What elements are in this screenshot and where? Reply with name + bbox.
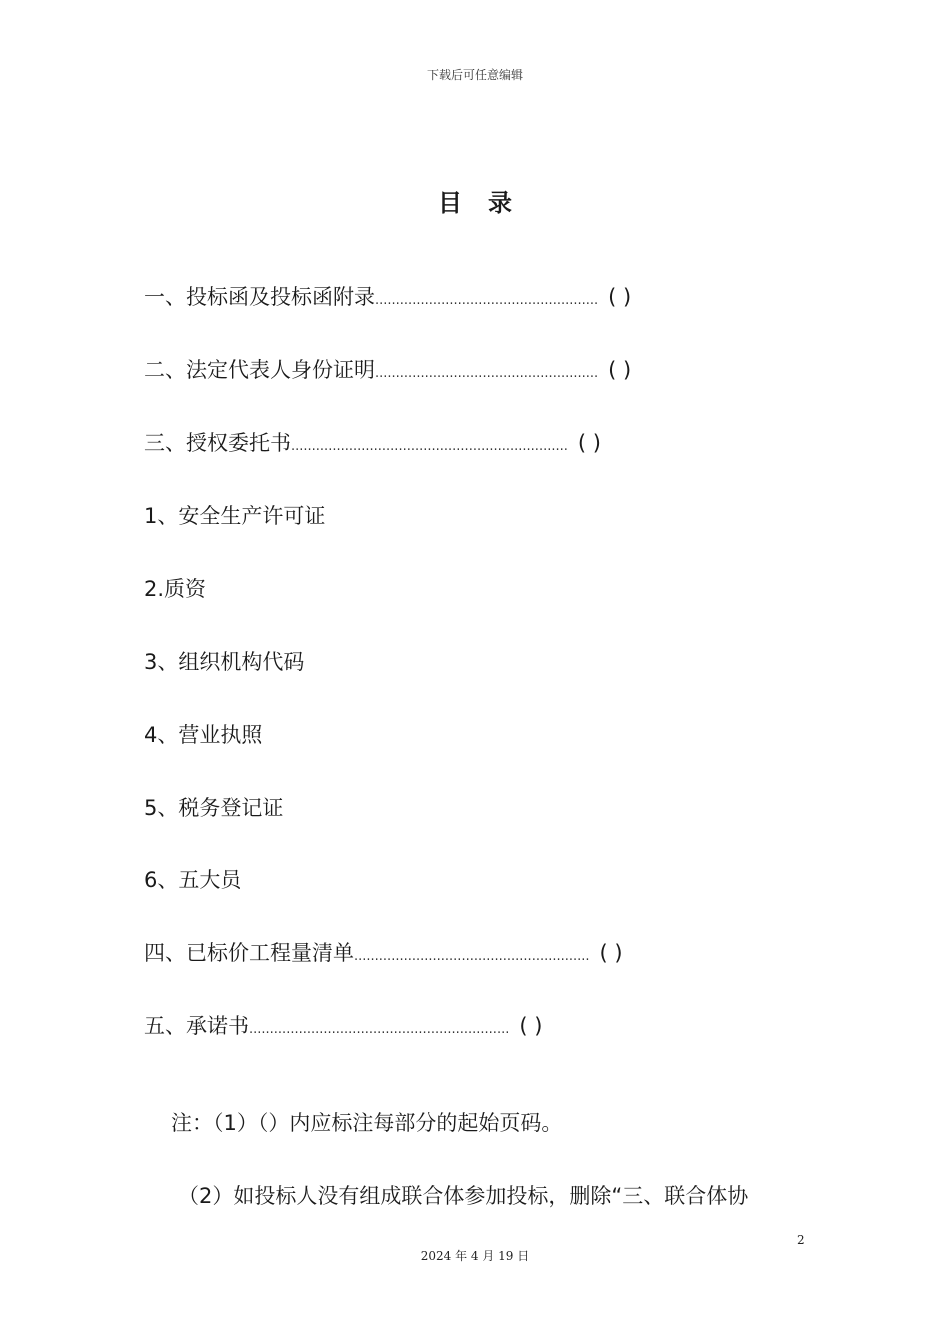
toc-entry-label: 四、已标价工程量清单 (144, 941, 354, 965)
toc-entry (144, 283, 631, 315)
toc-page-ref: ( ) (519, 1014, 543, 1038)
toc-entry (144, 356, 631, 388)
toc-entry (144, 429, 601, 461)
toc-entry-label: 5、税务登记证 (144, 796, 284, 820)
toc-subentry (144, 502, 325, 530)
note-paragraph: （2）如投标人没有组成联合体参加投标，删除“三、联合体协 (178, 1184, 749, 1208)
header-note: 下载后可任意编辑 (426, 68, 523, 82)
toc-entry (144, 1012, 542, 1044)
toc-entry (144, 939, 623, 971)
page-number: 2 (797, 1233, 805, 1247)
toc-entry-label: 一、投标函及投标函附录 (144, 285, 375, 309)
toc-subentry (144, 575, 206, 603)
toc-subentry (144, 721, 262, 749)
toc-subentry (144, 866, 241, 894)
toc-page-ref: ( ) (608, 358, 632, 382)
toc-page-ref: ( ) (577, 431, 601, 455)
toc-subentry (144, 794, 283, 822)
toc-entry-label: 五、承诺书 (144, 1014, 249, 1038)
toc-entry-label: 4、营业执照 (144, 723, 263, 747)
toc-entry-label: 3、组织机构代码 (144, 650, 305, 674)
toc-entry-label: 三、授权委托书 (144, 431, 291, 455)
toc-page-ref: ( ) (599, 941, 623, 965)
footer-date: 2024 年 4 月 19 日 (420, 1249, 530, 1263)
toc-entry-label: 二、法定代表人身份证明 (144, 358, 375, 382)
toc-leader-dots: ................................................................... (291, 439, 568, 454)
toc-leader-dots: ...................................................... (375, 293, 599, 308)
toc-page-ref: ( ) (608, 285, 632, 309)
toc-entry-label: 2.质资 (144, 577, 207, 601)
toc-leader-dots: ............................................................... (249, 1022, 510, 1037)
document-title: 目录 (438, 189, 538, 217)
toc-leader-dots: ...................................................... (375, 366, 599, 381)
toc-subentry (144, 648, 304, 676)
toc-leader-dots: ......................................................... (354, 949, 590, 964)
note-paragraph: 注：（1）（）内应标注每部分的起始页码。 (171, 1111, 563, 1135)
toc-entry-label: 6、五大员 (144, 868, 242, 892)
toc-entry-label: 1、安全生产许可证 (144, 504, 326, 528)
